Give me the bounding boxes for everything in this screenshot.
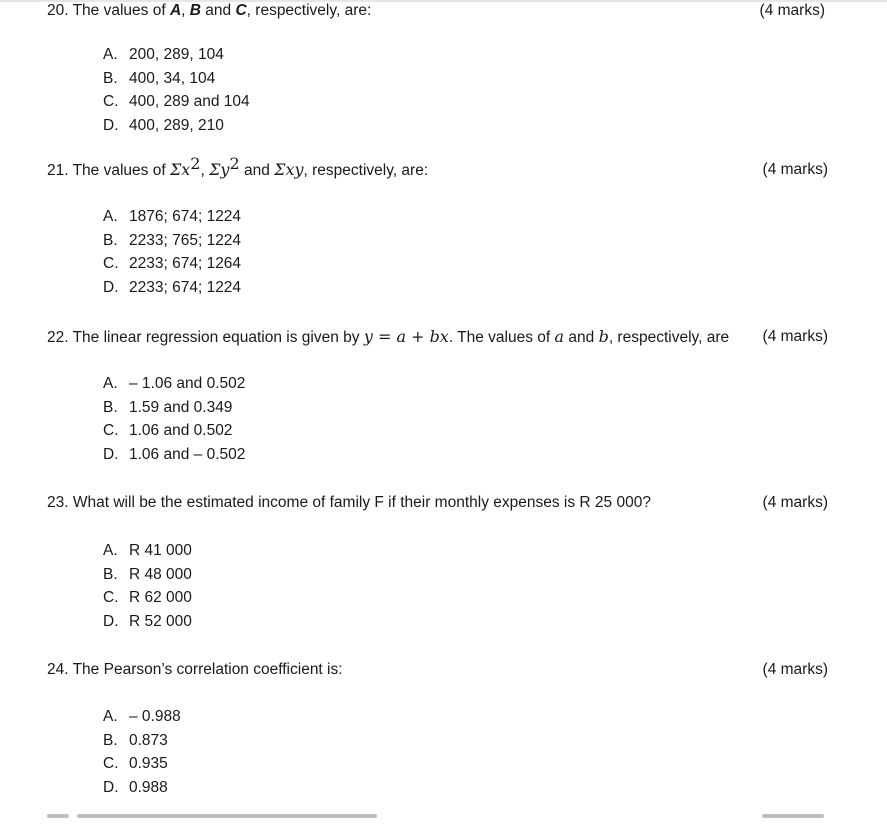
option-a [103,539,192,563]
option-letter: D. [103,446,119,464]
marks-label: (4 marks) [762,161,828,178]
question-number: 21. [47,162,69,179]
option-text: 400, 289 and 104 [129,93,250,111]
option-d [103,276,241,300]
option-text: R 62 000 [129,589,192,607]
option-letter: B. [103,731,118,749]
question-21 [47,154,837,297]
option-letter: C. [103,93,119,111]
question-number: 23. [47,494,69,511]
option-text: R 41 000 [129,542,192,559]
option-letter: C. [103,589,119,607]
option-letter: A. [103,208,118,225]
option-a [103,43,250,67]
options-list [103,372,245,467]
option-letter: D. [103,117,119,135]
question-header [47,326,837,348]
option-a [103,205,241,229]
option-text: 2233; 765; 1224 [129,231,242,249]
option-d [103,610,192,634]
question-header [47,0,837,22]
option-letter: A. [103,542,118,559]
option-d [103,114,250,138]
option-c [103,752,181,776]
option-letter: C. [103,755,119,773]
option-letter: B. [103,565,118,583]
marks-label: (4 marks) [762,494,828,511]
question-text: The Pearson’s correlation coefficient is: [72,661,343,678]
question-text: The values of $\Sigma x^2$, $\Sigma y^2$ and Σxy, respectively, are: [72,154,429,179]
question-number: 22. [47,329,69,346]
question-22 [47,326,837,464]
option-letter: A. [103,708,118,725]
options-list [103,705,181,800]
option-letter: B. [103,398,118,416]
option-c [103,252,241,276]
option-text: 400, 34, 104 [129,69,216,87]
option-text: 2233; 674; 1224 [129,279,242,297]
question-24 [47,659,837,797]
question-number: 20. [47,2,69,19]
question-number: 24. [47,661,69,678]
marks-label: (4 marks) [762,661,828,678]
cutoff-fragment [762,814,824,818]
question-text: The values of A, B and C, respectively, are: [72,2,372,19]
option-c [103,586,192,610]
option-text: 1.06 and – 0.502 [129,446,246,464]
option-letter: C. [103,255,119,273]
option-text: 1.06 and 0.502 [129,422,233,440]
option-b [103,396,245,420]
options-list [103,205,241,300]
option-b [103,729,181,753]
question-20 [47,0,837,135]
next-question-cutoff [47,808,837,828]
option-text: R 52 000 [129,613,192,631]
question-text: What will be the estimated income of family F if their monthly expenses is R 25 000? [72,494,651,511]
option-text: 1.59 and 0.349 [129,398,233,416]
option-d [103,443,245,467]
option-text: – 1.06 and 0.502 [129,375,246,392]
options-list [103,43,250,138]
option-c [103,90,250,114]
option-letter: D. [103,279,119,297]
option-text: 1876; 674; 1224 [129,208,242,225]
option-text: – 0.988 [129,708,181,725]
question-header [47,154,837,181]
option-text: 0.988 [129,779,168,797]
option-b [103,67,250,91]
option-letter: A. [103,46,118,63]
option-letter: B. [103,231,118,249]
question-header [47,659,837,681]
option-c [103,419,245,443]
option-text: 400, 289, 210 [129,117,224,135]
question-header [47,492,837,514]
marks-label: (4 marks) [759,2,825,19]
option-text: 200, 289, 104 [129,46,224,63]
option-letter: C. [103,422,119,440]
option-letter: D. [103,779,119,797]
options-list [103,539,192,634]
option-b [103,563,192,587]
cutoff-fragment [77,814,377,818]
question-text: The linear regression equation is given by y = a + bx. The values of a and b, respectively, are [72,327,730,346]
option-letter: D. [103,613,119,631]
option-letter: B. [103,69,118,87]
option-text: R 48 000 [129,565,192,583]
option-letter: A. [103,375,118,392]
question-23 [47,492,837,631]
marks-label: (4 marks) [762,328,828,345]
option-b [103,229,241,253]
cutoff-fragment [47,814,69,818]
option-a [103,372,245,396]
option-a [103,705,181,729]
option-text: 2233; 674; 1264 [129,255,242,273]
option-text: 0.873 [129,731,168,749]
option-d [103,776,181,800]
option-text: 0.935 [129,755,168,773]
